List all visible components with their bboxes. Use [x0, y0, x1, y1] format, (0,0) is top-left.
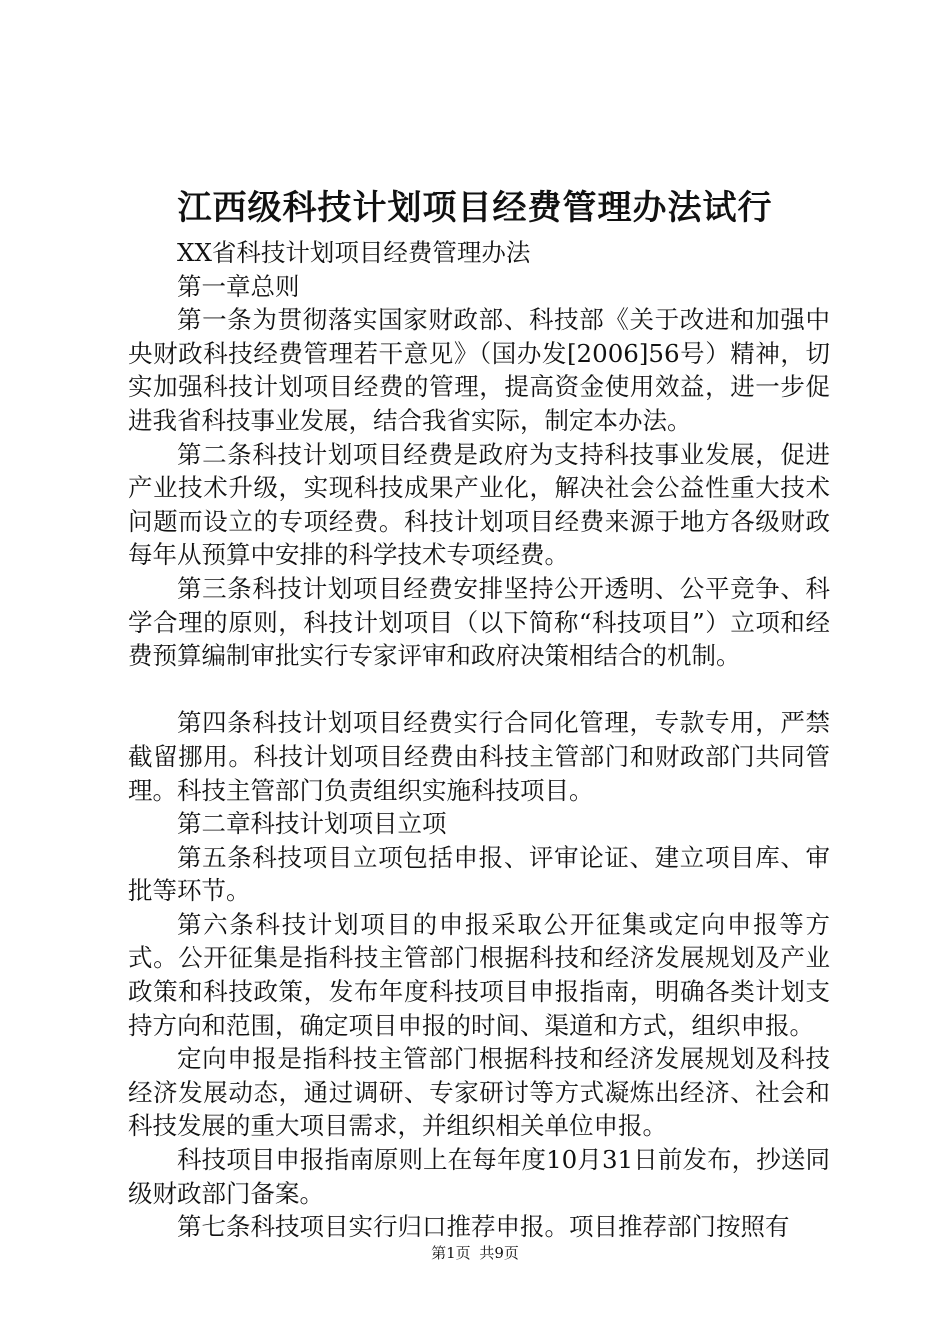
- article-6-directed-application: 定向申报是指科技主管部门根据科技和经济发展规划及科技经济发展动态，通过调研、专家研讨等方式凝炼出经济、社会和科技发展的重大项目需求，并组织相关单位申报。: [128, 1044, 830, 1141]
- article-2: 第二条科技计划项目经费是政府为支持科技事业发展，促进产业技术升级，实现科技成果产业化，解决社会公益性重大技术问题而设立的专项经费。科技计划项目经费来源于地方各级财政每年从预算中安排的科学技术专项经费。: [128, 439, 830, 570]
- chapter-heading-2: 第二章科技计划项目立项: [177, 809, 447, 839]
- document-title: 江西级科技计划项目经费管理办法试行: [177, 188, 773, 228]
- page-number: 第1页: [431, 1244, 471, 1262]
- page-footer: [0, 1242, 950, 1264]
- article-3: 第三条科技计划项目经费安排坚持公开透明、公平竞争、科学合理的原则，科技计划项目（以下简称“科技项目”）立项和经费预算编制审批实行专家评审和政府决策相结合的机制。: [128, 573, 830, 671]
- article-7: 第七条科技项目实行归口推荐申报。项目推荐部门按照有: [177, 1212, 790, 1242]
- article-6: 第六条科技计划项目的申报采取公开征集或定向申报等方式。公开征集是指科技主管部门根据科技和经济发展规划及产业政策和科技政策，发布年度科技项目申报指南，明确各类计划支持方向和范围，确定项目申报的时间、渠道和方式，组织申报。: [128, 909, 830, 1040]
- chapter-heading-1: 第一章总则: [177, 271, 300, 301]
- blank-line: [128, 673, 830, 707]
- article-6-guide-deadline: 科技项目申报指南原则上在每年度10月31日前发布，抄送同级财政部门备案。: [128, 1145, 830, 1208]
- paragraph-subtitle: XX省科技计划项目经费管理办法: [177, 238, 531, 267]
- article-5: 第五条科技项目立项包括申报、评审论证、建立项目库、审批等环节。: [128, 842, 830, 906]
- document-body: [128, 236, 830, 1244]
- page-total: 共9页: [479, 1244, 519, 1262]
- article-1: 第一条为贯彻落实国家财政部、科技部《关于改进和加强中央财政科技经费管理若干意见》（国办发[2006]56号）精神，切实加强科技计划项目经费的管理，提高资金使用效益，进一步促进我省科技事业发展，结合我省实际，制定本办法。: [128, 305, 830, 435]
- article-4: 第四条科技计划项目经费实行合同化管理，专款专用，严禁截留挪用。科技计划项目经费由科技主管部门和财政部门共同管理。科技主管部门负责组织实施科技项目。: [128, 708, 830, 805]
